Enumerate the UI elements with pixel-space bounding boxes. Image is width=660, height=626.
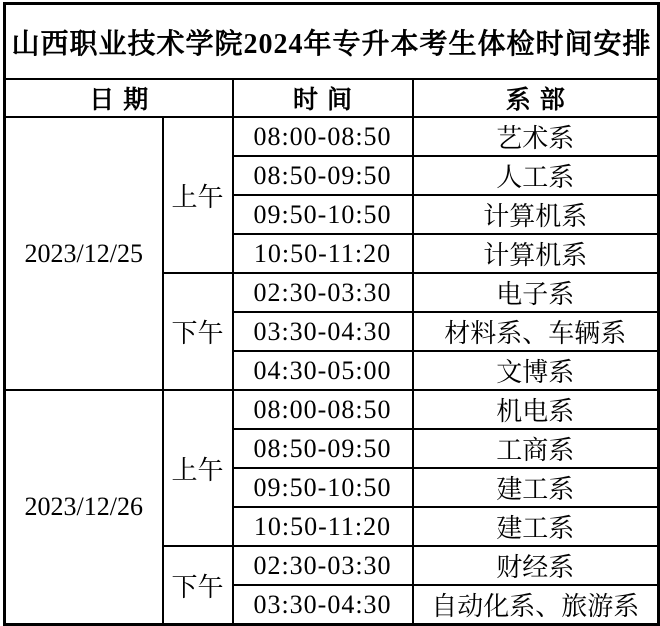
- dept-cell: 人工系: [413, 156, 659, 195]
- column-header-date: 日期: [5, 79, 233, 117]
- dept-cell: 财经系: [413, 546, 659, 585]
- time-cell: 02:30-03:30: [233, 273, 413, 312]
- session-cell-afternoon: 下午: [163, 273, 233, 390]
- time-cell: 08:50-09:50: [233, 429, 413, 468]
- time-cell: 09:50-10:50: [233, 195, 413, 234]
- time-cell: 10:50-11:20: [233, 234, 413, 273]
- dept-cell: 材料系、车辆系: [413, 312, 659, 351]
- date-cell: 2023/12/25: [5, 117, 163, 390]
- dept-cell: 建工系: [413, 468, 659, 507]
- column-header-dept: 系部: [413, 79, 659, 117]
- schedule-table: [3, 2, 660, 626]
- time-cell: 08:50-09:50: [233, 156, 413, 195]
- session-cell-morning: 上午: [163, 117, 233, 273]
- session-cell-afternoon: 下午: [163, 546, 233, 625]
- time-cell: 03:30-04:30: [233, 312, 413, 351]
- table-row: [5, 117, 659, 156]
- time-cell: 04:30-05:00: [233, 351, 413, 390]
- dept-cell: 工商系: [413, 429, 659, 468]
- time-cell: 03:30-04:30: [233, 585, 413, 625]
- dept-cell: 文博系: [413, 351, 659, 390]
- dept-cell: 电子系: [413, 273, 659, 312]
- time-cell: 09:50-10:50: [233, 468, 413, 507]
- dept-cell: 自动化系、旅游系: [413, 585, 659, 625]
- date-cell: 2023/12/26: [5, 390, 163, 625]
- dept-cell: 艺术系: [413, 117, 659, 156]
- session-cell-morning: 上午: [163, 390, 233, 546]
- time-cell: 10:50-11:20: [233, 507, 413, 546]
- time-cell: 08:00-08:50: [233, 117, 413, 156]
- dept-cell: 机电系: [413, 390, 659, 429]
- column-header-time: 时间: [233, 79, 413, 117]
- table-row: [5, 390, 659, 429]
- time-cell: 02:30-03:30: [233, 546, 413, 585]
- dept-cell: 计算机系: [413, 195, 659, 234]
- dept-cell: 建工系: [413, 507, 659, 546]
- dept-cell: 计算机系: [413, 234, 659, 273]
- page-title: 山西职业技术学院2024年专升本考生体检时间安排: [5, 4, 659, 80]
- time-cell: 08:00-08:50: [233, 390, 413, 429]
